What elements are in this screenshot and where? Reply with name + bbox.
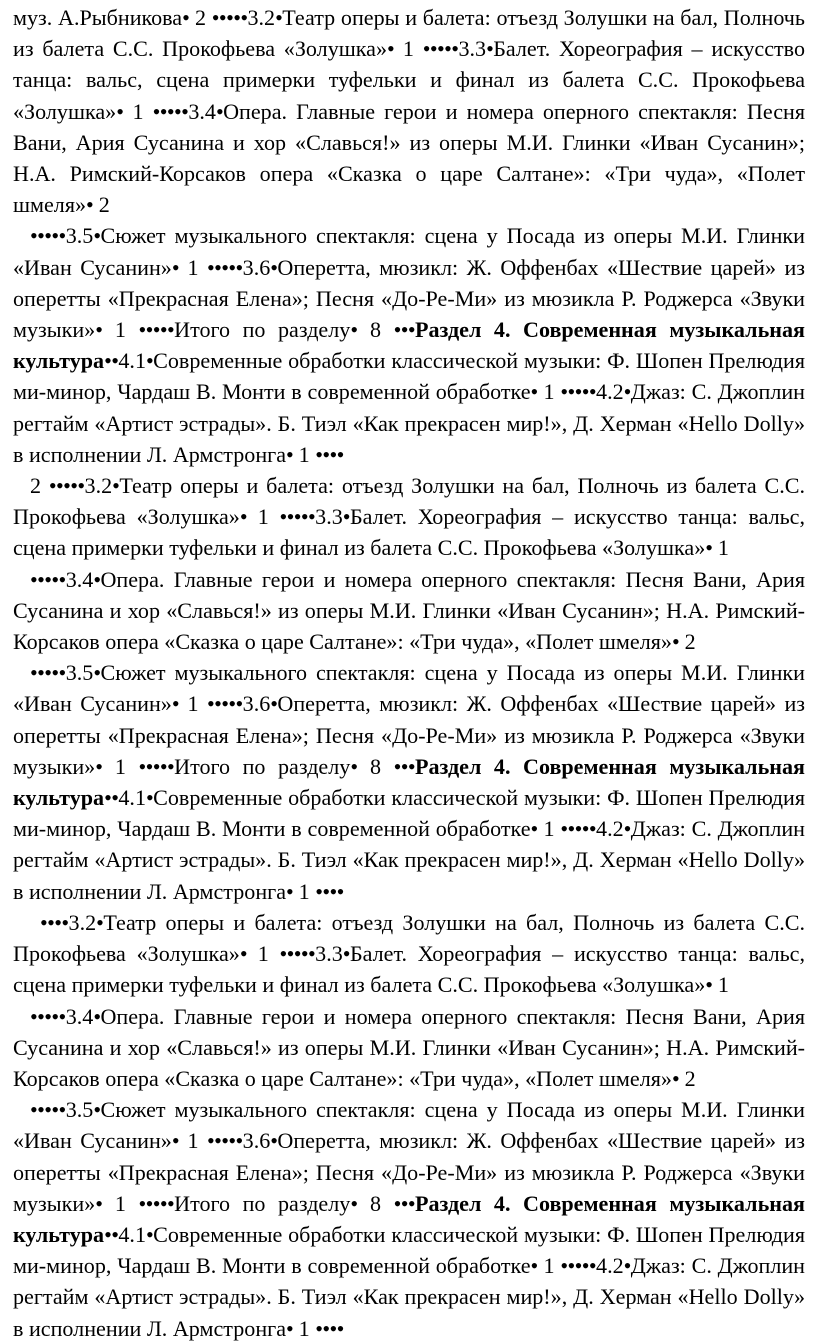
text-run: 1 — [537, 379, 561, 405]
bullet-marks: • — [350, 1190, 358, 1216]
bullet-marks: •••• — [315, 441, 344, 467]
bullet-marks: • — [270, 1128, 278, 1154]
bullet-marks: • — [671, 629, 680, 655]
bullet-marks: • — [93, 223, 101, 249]
text-run: Сюжет музыкального спектакля: сцена у Посада из оперы М.И. Глинки «Иван Сусанин» — [13, 660, 805, 717]
paragraph — [13, 220, 805, 470]
bullet-marks: • — [96, 909, 104, 935]
text-run: 3.2 — [247, 5, 276, 30]
bullet-marks: •• — [104, 1221, 119, 1247]
bullet-marks: ••••• — [211, 5, 248, 30]
bullet-marks: ••••• — [30, 1097, 66, 1123]
bullet-marks: • — [171, 254, 179, 280]
bullet-marks: ••••• — [30, 1003, 66, 1029]
bullet-marks: • — [350, 753, 358, 779]
text-run: 4.1 — [118, 348, 146, 374]
bullet-marks: • — [623, 1253, 631, 1279]
paragraph — [13, 657, 805, 907]
bullet-marks: • — [705, 535, 713, 561]
text-run: 4.1 — [118, 1221, 146, 1247]
text-run: 3.5 — [65, 223, 94, 249]
text-run: 3.3 — [315, 941, 343, 967]
bullet-marks: ••••• — [560, 379, 597, 405]
text-run: 3.6 — [242, 1128, 271, 1154]
bullet-marks: • — [93, 566, 101, 592]
bullet-marks: ••••• — [30, 223, 66, 249]
bullet-marks: ••••• — [279, 504, 316, 530]
text-run: Современные обработки классической музыки: Ф. Шопен Прелюдия ми-минор, Чардаш В. Монти в современной обработке — [13, 348, 805, 405]
bullet-marks: •••• — [315, 878, 344, 904]
bullet-marks: ••• — [393, 1190, 415, 1216]
text-run: 3.6 — [242, 691, 271, 717]
text-run: Современные обработки классической музыки: Ф. Шопен Прелюдия ми-минор, Чардаш В. Монти в современной обработке — [13, 1221, 805, 1279]
bullet-marks: • — [215, 98, 224, 124]
section-heading: Раздел 4. Современная музыкальная культура — [13, 317, 805, 374]
text-run: 1 — [246, 941, 280, 967]
bullet-marks: •• — [104, 348, 119, 374]
text-run: 1 — [293, 878, 316, 904]
text-run: Балет. Хореография – искусство танца: вальс, сцена примерки туфельки и финал из балета С.С. Прокофьева «Золушка» — [13, 36, 806, 124]
section-heading: Раздел 4. Современная музыкальная культура — [13, 1190, 805, 1247]
text-run: 3.4 — [188, 98, 216, 124]
bullet-marks: • — [112, 473, 120, 499]
bullet-marks: ••••• — [152, 98, 189, 124]
text-run: муз. А.Рыбникова — [13, 5, 183, 30]
text-run: 4.2 — [596, 816, 624, 842]
text-run: Театр оперы и балета: отъезд Золушки на бал, Полночь из балета С.С. Прокофьева «Золушка» — [13, 473, 805, 530]
text-run: Современные обработки классической музыки: Ф. Шопен Прелюдия ми-минор, Чардаш В. Монти в современной обработке — [13, 785, 805, 842]
text-run: 8 — [357, 317, 394, 343]
bullet-marks: • — [270, 691, 278, 717]
text-run: Итого по разделу — [174, 1190, 351, 1216]
text-run: 8 — [357, 753, 394, 779]
bullet-marks: • — [146, 348, 154, 374]
text-run: 3.6 — [242, 254, 271, 280]
bullet-marks: • — [171, 1128, 179, 1154]
bullet-marks: • — [93, 1097, 101, 1123]
bullet-marks: ••••• — [279, 941, 316, 967]
bullet-marks: • — [146, 785, 154, 811]
bullet-marks: • — [171, 691, 179, 717]
bullet-marks: • — [239, 941, 247, 967]
bullet-marks: • — [530, 1253, 538, 1279]
text-run: 3.2 — [84, 473, 113, 499]
text-run: 1 — [293, 1315, 316, 1341]
text-run: 4.1 — [118, 785, 146, 811]
bullet-marks: • — [387, 36, 395, 62]
text-run: Балет. Хореография – искусство танца: вальс, сцена примерки туфельки и финал из балета С.С. Прокофьева «Золушка» — [13, 504, 806, 561]
text-run: 1 — [712, 972, 729, 998]
text-run: 1 — [537, 1253, 561, 1279]
text-run: 3.4 — [65, 1003, 94, 1029]
text-run: 1 — [246, 504, 280, 530]
bullet-marks: • — [623, 379, 631, 405]
paragraph — [13, 470, 805, 564]
bullet-marks: • — [286, 1315, 294, 1341]
bullet-marks: ••• — [393, 317, 415, 343]
text-run: Опера. Главные герои и номера оперного спектакля: Песня Вани, Ария Сусанина и хор «Славься!» из оперы М.И. Глинки «Иван Сусанин»; Н.А. Римский-Корсаков опера «Сказка о царе Салтане»: «Три чуда», «Полет шмеля» — [13, 566, 805, 655]
bullet-marks: • — [86, 192, 94, 218]
text-run: Театр оперы и балета: отъезд Золушки на бал, Полночь из балета С.С. Прокофьева «Золушка» — [13, 5, 805, 62]
bullet-marks: • — [95, 317, 103, 343]
text-run: Итого по разделу — [174, 317, 351, 343]
bullet-marks: • — [95, 753, 103, 779]
text-run: 3.2 — [68, 909, 97, 935]
text-run: 3.4 — [65, 566, 94, 592]
document-page — [13, 2, 805, 1344]
bullet-marks: • — [93, 660, 101, 686]
bullet-marks: • — [286, 441, 294, 467]
text-run: 1 — [293, 441, 316, 467]
bullet-marks: • — [350, 317, 358, 343]
bullet-marks: • — [530, 379, 538, 405]
text-run: 3.3 — [315, 504, 343, 530]
section-heading: Раздел 4. Современная музыкальная культура — [13, 753, 805, 811]
bullet-marks: • — [342, 941, 350, 967]
bullet-marks: •••• — [315, 1315, 344, 1341]
paragraph — [13, 1094, 805, 1344]
text-run: Театр оперы и балета: отъезд Золушки на бал, Полночь из балета С.С. Прокофьева «Золушка» — [13, 909, 805, 967]
bullet-marks: • — [116, 98, 124, 124]
bullet-marks: ••••• — [138, 1190, 175, 1216]
text-run: 2 — [189, 5, 212, 30]
text-run: 1 — [102, 753, 139, 779]
text-run: 4.2 — [596, 379, 624, 405]
bullet-marks: ••••• — [560, 1253, 597, 1279]
bullet-marks: ••••• — [206, 691, 243, 717]
text-run: 1 — [394, 36, 423, 62]
paragraph — [13, 1001, 805, 1095]
text-run: Джаз: С. Джоплин регтайм «Артист эстрады». Б. Тиэл «Как прекрасен мир!», Д. Херман «Hello Dolly» в исполнении Л. Армстронга — [13, 816, 805, 904]
text-run: 2 — [93, 192, 110, 218]
text-run: 3.5 — [65, 660, 94, 686]
paragraph — [13, 564, 805, 658]
text-run: 2 — [679, 629, 696, 655]
bullet-marks: •• — [104, 785, 119, 811]
bullet-marks: • — [342, 504, 350, 530]
text-run: Балет. Хореография – искусство танца: вальс, сцена примерки туфельки и финал из балета С.С. Прокофьева «Золушка» — [13, 941, 806, 998]
bullet-marks: • — [530, 816, 538, 842]
text-run: Оперетта, мюзикл: Ж. Оффенбах «Шествие царей» из оперетты «Прекрасная Елена»; Песня «До-Ре-Ми» из мюзикла Р. Роджерса «Звуки музыки» — [13, 691, 806, 779]
text-run: Опера. Главные герои и номера оперного спектакля: Песня Вани, Ария Сусанина и хор «Славься!» из оперы М.И. Глинки «Иван Сусанин»; Н.А. Римский-Корсаков опера «Сказка о царе Салтане»: «Три чуда», «Полет шмеля» — [13, 1003, 805, 1091]
paragraph — [13, 907, 805, 1001]
text-run: 8 — [357, 1190, 394, 1216]
paragraph — [13, 2, 805, 220]
bullet-marks: • — [182, 5, 190, 30]
bullet-marks: ••••• — [560, 816, 597, 842]
bullet-marks: • — [623, 816, 631, 842]
text-run: Оперетта, мюзикл: Ж. Оффенбах «Шествие царей» из оперетты «Прекрасная Елена»; Песня «До-Ре-Ми» из мюзикла Р. Роджерса «Звуки музыки» — [13, 1128, 806, 1216]
bullet-marks: ••••• — [138, 753, 175, 779]
text-run: Джаз: С. Джоплин регтайм «Артист эстрады». Б. Тиэл «Как прекрасен мир!», Д. Херман «Hello Dolly» в исполнении Л. Армстронга — [13, 379, 805, 467]
text-run: Сюжет музыкального спектакля: сцена у Посада из оперы М.И. Глинки «Иван Сусанин» — [13, 1097, 805, 1154]
text-run: Джаз: С. Джоплин регтайм «Артист эстрады». Б. Тиэл «Как прекрасен мир!», Д. Херман «Hello Dolly» в исполнении Л. Армстронга — [13, 1253, 805, 1341]
bullet-marks: • — [239, 504, 247, 530]
bullet-marks: •••• — [40, 909, 69, 935]
bullet-marks: ••• — [393, 753, 415, 779]
bullet-marks: ••••• — [422, 36, 459, 62]
text-run: 1 — [179, 691, 207, 717]
text-run: 4.2 — [596, 1253, 624, 1279]
bullet-marks: • — [286, 878, 294, 904]
bullet-marks: ••••• — [138, 317, 175, 343]
text-run: 1 — [123, 98, 153, 124]
text-run: Сюжет музыкального спектакля: сцена у Посада из оперы М.И. Глинки «Иван Сусанин» — [13, 223, 805, 280]
text-run: 1 — [102, 317, 139, 343]
text-run: 1 — [179, 254, 207, 280]
text-run: 2 — [679, 1065, 696, 1091]
bullet-marks: ••••• — [30, 660, 66, 686]
bullet-marks: • — [95, 1190, 103, 1216]
bullet-marks: ••••• — [48, 473, 85, 499]
bullet-marks: ••••• — [30, 566, 66, 592]
bullet-marks: • — [705, 972, 713, 998]
text-run: 1 — [537, 816, 561, 842]
bullet-marks: • — [671, 1065, 680, 1091]
bullet-marks: • — [270, 254, 278, 280]
text-run: Итого по разделу — [174, 753, 351, 779]
text-run: 3.3 — [458, 36, 487, 62]
bullet-marks: • — [93, 1003, 101, 1029]
text-run: 3.5 — [65, 1097, 94, 1123]
bullet-marks: • — [275, 5, 283, 30]
text-run: 1 — [102, 1190, 139, 1216]
bullet-marks: • — [486, 36, 494, 62]
bullet-marks: • — [146, 1221, 154, 1247]
text-run: Оперетта, мюзикл: Ж. Оффенбах «Шествие царей» из оперетты «Прекрасная Елена»; Песня «До-Ре-Ми» из мюзикла Р. Роджерса «Звуки музыки» — [13, 254, 806, 343]
text-run: 2 — [30, 473, 49, 499]
bullet-marks: ••••• — [206, 1128, 243, 1154]
text-run: 1 — [712, 535, 729, 561]
text-run: 1 — [179, 1128, 207, 1154]
text-run: Опера. Главные герои и номера оперного спектакля: Песня Вани, Ария Сусанина и хор «Славься!» из оперы М.И. Глинки «Иван Сусанин»; Н.А. Римский-Корсаков опера «Сказка о царе Салтане»: «Три чуда», «Полет шмеля» — [13, 98, 806, 218]
bullet-marks: ••••• — [206, 254, 243, 280]
